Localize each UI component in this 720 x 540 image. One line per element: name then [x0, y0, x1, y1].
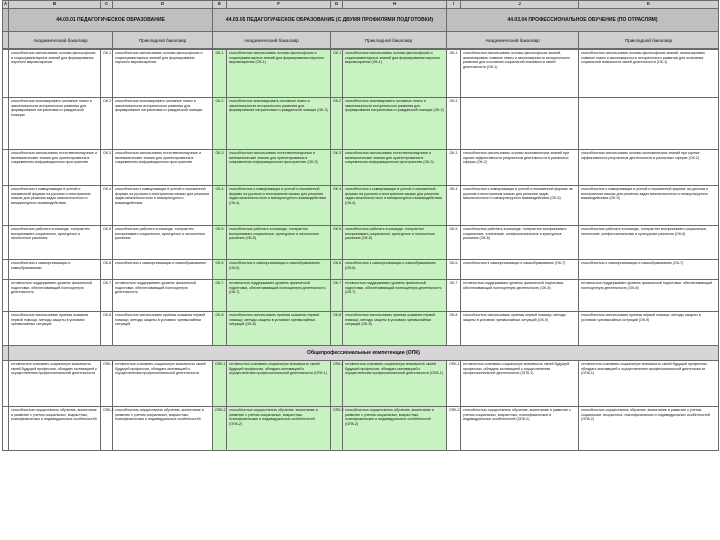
code-cell[interactable]: ОПК-1 [447, 361, 461, 407]
column-letter[interactable]: E [213, 1, 227, 9]
program-header: 44.03.01 ПЕДАГОГИЧЕСКОЕ ОБРАЗОВАНИЕ [9, 9, 213, 32]
code-cell[interactable]: ОК-4 [447, 186, 461, 226]
competency-cell[interactable]: способностью работать в команде, толерантно воспринимать социальные, этнические, конфессиональные и культурные различия (ОК-6) [579, 226, 719, 260]
competency-cell[interactable]: способностью осуществлять обучение, воспитание и развитие с учетом социальных, возрастных, психофизических и индивидуальных особенностей (ОПК-2) [579, 407, 719, 451]
code-cell[interactable]: ОК-1 [213, 50, 227, 98]
competency-cell[interactable]: способностью работать в команде, толерантно воспринимать социальные, этнические, конфессиональные и культурные различия (ОК-6) [461, 226, 579, 260]
competency-cell[interactable]: способностью использовать основы экономических знаний при оценке эффективности результатов деятельности в различных сферах (ОК-2) [461, 150, 579, 186]
code-cell[interactable]: ОПК-1 [331, 361, 343, 407]
competency-cell[interactable]: способностью к самоорганизации и самообразованию (ОК-6) [343, 260, 447, 280]
code-cell[interactable]: ОК-3 [331, 150, 343, 186]
competency-cell[interactable]: способностью работать в команде, толерантно воспринимать социальные, культурные и личностные различия (ОК-5) [227, 226, 331, 260]
code-cell[interactable]: ОК-6 [447, 260, 461, 280]
competency-cell[interactable]: способностью использовать естественнонаучные и математические знания для ориентирования в современном информационном пространстве (ОК-3) [227, 150, 331, 186]
competency-cell[interactable]: способностью осуществлять обучение, воспитание и развитие с учетом социальных, возрастных, психофизических и индивидуальных особенностей (ОПК-2) [227, 407, 331, 451]
table-row [3, 407, 719, 451]
spreadsheet [2, 0, 718, 540]
competency-cell[interactable]: способностью использовать основы философских знаний, анализировать главные этапы и закономерности исторического развития для осознания социальной значимости своей деятельности (ОК-1) [579, 50, 719, 98]
code-cell[interactable]: ОК-4 [331, 186, 343, 226]
competency-cell[interactable]: готовностью сознавать социальную значимость своей будущей профессии, обладать мотивацией к осуществлению профессиональной деятельности (ОПК-1) [579, 361, 719, 407]
code-cell[interactable]: ОК-8 [101, 312, 113, 346]
competency-cell[interactable]: способностью использовать приемы оказания первой помощи, методы защиты в условиях чрезвычайных ситуаций [9, 312, 101, 346]
program-header: 44.03.05 ПЕДАГОГИЧЕСКОЕ ОБРАЗОВАНИЕ (С ДВУМЯ ПРОФИЛЯМИ ПОДГОТОВКИ) [213, 9, 447, 32]
table-row [3, 98, 719, 150]
table-row [3, 186, 719, 226]
competency-cell[interactable]: способностью к коммуникации в устной и письменной формах на русском и иностранном языках для решения задач межличностного и межкультурного взаимодействия [9, 186, 101, 226]
competency-cell[interactable]: способностью анализировать основные этапы и закономерности исторического развития для формирования патриотизма и гражданской позиции (ОК-2) [227, 98, 331, 150]
degree-header: Прикладной бакалавр [331, 32, 447, 49]
degree-header: Прикладной бакалавр [113, 32, 213, 49]
code-cell[interactable]: ОК-7 [447, 280, 461, 312]
competency-cell[interactable]: готовностью сознавать социальную значимость своей будущей профессии, обладать мотивацией к осуществлению профессиональной деятельности (ОПК-1) [227, 361, 331, 407]
competency-cell[interactable]: способностью к самоорганизации и самообразованию (ОК-7) [461, 260, 579, 280]
competency-cell[interactable]: способностью к коммуникации в устной и письменной формах на русском и иностранном языках для решения задач межличностного и межкультурного взаимодействия (ОК-5) [461, 186, 579, 226]
program-header: 44.03.04 ПРОФЕССИОНАЛЬНОЕ ОБУЧЕНИЕ (ПО ОТРАСЛЯМ) [447, 9, 719, 32]
code-cell[interactable]: ОПК-2 [213, 407, 227, 451]
column-letter[interactable]: J [461, 1, 579, 9]
code-cell[interactable]: ОПК-2 [447, 407, 461, 451]
competency-cell[interactable]: способностью осуществлять обучение, воспитание и развитие с учетом социальных, возрастных, психофизических и индивидуальных особенностей (ОПК-2) [343, 407, 447, 451]
code-cell[interactable]: ОПК-1 [213, 361, 227, 407]
competency-cell[interactable]: способностью к самоорганизации и самообразованию (ОК-7) [579, 260, 719, 280]
column-letter[interactable]: A [3, 1, 9, 9]
competency-cell[interactable]: готовностью поддерживать уровень физической подготовки, обеспечивающий полноценную деятельность (ОК-8) [579, 280, 719, 312]
code-cell[interactable]: ОК-2 [447, 98, 461, 150]
code-cell[interactable]: ОК-3 [447, 150, 461, 186]
code-cell[interactable]: ОПК-2 [331, 407, 343, 451]
competency-cell[interactable]: способностью к коммуникации в устной и письменной формах на русском и иностранном языках для решения задач межличностного и межкультурного взаимодействия [113, 186, 213, 226]
table-row [3, 226, 719, 260]
degree-header: Прикладной бакалавр [579, 32, 719, 49]
competency-cell[interactable]: способностью анализировать основные этапы и закономерности исторического развития для формирования патриотизма и гражданской позиции [9, 98, 101, 150]
code-cell[interactable]: ОК-7 [331, 280, 343, 312]
competency-cell[interactable]: способностью использовать приемы оказания первой помощи, методы защиты в условиях чрезвычайных ситуаций [113, 312, 213, 346]
code-cell[interactable]: ОК-5 [447, 226, 461, 260]
table-row [3, 312, 719, 346]
competency-cell[interactable]: готовностью сознавать социальную значимость своей будущей профессии, обладать мотивацией к осуществлению профессиональной деятельности (ОПК-1) [461, 361, 579, 407]
competency-cell[interactable]: способностью использовать основы философских и социогуманитарных знаний для формирования научного мировоззрения (ОК-1) [343, 50, 447, 98]
code-cell[interactable]: ОК-3 [101, 150, 113, 186]
competency-cell[interactable]: способностью к самоорганизации и самообразованию [113, 260, 213, 280]
competency-cell[interactable]: способностью к самоорганизации и самообразованию [9, 260, 101, 280]
column-letter[interactable]: D [113, 1, 213, 9]
code-cell[interactable]: ОК-8 [447, 312, 461, 346]
program-header-row [3, 9, 719, 32]
competency-cell[interactable]: готовностью поддерживать уровень физической подготовки, обеспечивающий полноценную деятельность [113, 280, 213, 312]
code-cell[interactable]: ОК-5 [331, 226, 343, 260]
code-cell[interactable]: ОПК-2 [101, 407, 113, 451]
competency-cell[interactable]: способностью к коммуникации в устной и письменной формах на русском и иностранном языках для решения задач межличностного и межкультурного взаимодействия (ОК-5) [579, 186, 719, 226]
section-header-row [3, 346, 719, 361]
competency-cell[interactable]: способностью использовать основы философских и социогуманитарных знаний для формирования научного мировоззрения [9, 50, 101, 98]
degree-header-row [3, 32, 719, 49]
column-letter[interactable]: G [331, 1, 343, 9]
competency-cell[interactable] [461, 98, 579, 150]
column-letter[interactable]: H [343, 1, 447, 9]
degree-header: Академический бакалавр [9, 32, 113, 49]
code-cell[interactable]: ОК-1 [101, 50, 113, 98]
competency-cell[interactable] [579, 98, 719, 150]
code-cell[interactable]: ОК-5 [101, 226, 113, 260]
column-letter[interactable]: C [101, 1, 113, 9]
competency-cell[interactable]: способностью анализировать основные этапы и закономерности исторического развития для формирования патриотизма и гражданской позиции [113, 98, 213, 150]
competency-cell[interactable]: способностью работать в команде, толерантно воспринимать социальные, культурные и личностные различия (ОК-5) [343, 226, 447, 260]
competency-cell[interactable]: готовностью сознавать социальную значимость своей будущей профессии, обладать мотивацией к осуществлению профессиональной деятельности [9, 361, 101, 407]
competency-cell[interactable]: способностью использовать приемы оказания первой помощи, методы защиты в условиях чрезвычайных ситуаций (ОК-8) [343, 312, 447, 346]
competency-cell[interactable]: готовностью поддерживать уровень физической подготовки, обеспечивающий полноценную деятельность [9, 280, 101, 312]
competency-cell[interactable]: способностью осуществлять обучение, воспитание и развитие с учетом социальных, возрастных, психофизических и индивидуальных особенностей (ОПК-2) [461, 407, 579, 451]
code-cell[interactable]: ОК-5 [213, 226, 227, 260]
code-cell[interactable]: ОК-8 [213, 312, 227, 346]
competency-cell[interactable]: способностью использовать естественнонаучные и математические знания для ориентирования в современном информационном пространстве [9, 150, 101, 186]
competency-cell[interactable]: готовностью сознавать социальную значимость своей будущей профессии, обладать мотивацией к осуществлению профессиональной деятельности (ОПК-1) [343, 361, 447, 407]
competency-cell[interactable]: способностью к коммуникации в устной и письменной формах на русском и иностранном языках для решения задач межличностного и межкультурного взаимодействия (ОК-4) [227, 186, 331, 226]
table-row [3, 361, 719, 407]
competency-cell[interactable]: готовностью сознавать социальную значимость своей будущей профессии, обладать мотивацией к осуществлению профессиональной деятельности [113, 361, 213, 407]
table-row [3, 50, 719, 98]
competency-cell[interactable]: способностью использовать приемы первой помощи, методы защиты в условиях чрезвычайных ситуаций (ОК-9) [579, 312, 719, 346]
competency-cell[interactable]: готовностью поддерживать уровень физической подготовки, обеспечивающий полноценную деятельность (ОК-7) [227, 280, 331, 312]
table-row [3, 150, 719, 186]
code-cell[interactable]: ОК-1 [447, 50, 461, 98]
competency-cell[interactable]: способностью работать в команде, толерантно воспринимать социальные, культурные и личностные различия [113, 226, 213, 260]
competency-cell[interactable]: способностью осуществлять обучение, воспитание и развитие с учетом социальных, возрастных, психофизических и индивидуальных особенностей [9, 407, 101, 451]
code-cell[interactable]: ОК-7 [213, 280, 227, 312]
code-cell[interactable]: ОК-4 [213, 186, 227, 226]
column-letter[interactable]: F [227, 1, 331, 9]
code-cell[interactable]: ОК-3 [213, 150, 227, 186]
competency-cell[interactable]: способностью к коммуникации в устной и письменной формах на русском и иностранном языках для решения задач межличностного и межкультурного взаимодействия (ОК-4) [343, 186, 447, 226]
column-header-row [3, 1, 719, 9]
competency-cell[interactable]: готовностью поддерживать уровень физической подготовки, обеспечивающий полноценную деятельность (ОК-8) [461, 280, 579, 312]
competency-cell[interactable]: способностью использовать основы философских и социогуманитарных знаний для формирования научного мировоззрения [113, 50, 213, 98]
competency-cell[interactable]: способностью к самоорганизации и самообразованию (ОК-6) [227, 260, 331, 280]
competency-table [2, 0, 719, 49]
column-letter[interactable]: I [447, 1, 461, 9]
section-header: Общепрофессиональные компетенции (ОПК) [9, 346, 719, 361]
code-cell[interactable]: ОК-2 [101, 98, 113, 150]
table-row [3, 280, 719, 312]
code-cell[interactable]: ОК-2 [331, 98, 343, 150]
code-cell[interactable]: ОК-6 [213, 260, 227, 280]
degree-header: Академический бакалавр [213, 32, 331, 49]
column-letter[interactable]: K [579, 1, 719, 9]
code-cell[interactable]: ОК-7 [101, 280, 113, 312]
code-cell[interactable]: ОК-1 [331, 50, 343, 98]
competency-cell[interactable]: способностью использовать естественнонаучные и математические знания для ориентирования в современном информационном пространстве [113, 150, 213, 186]
code-cell[interactable]: ОК-4 [101, 186, 113, 226]
code-cell[interactable]: ОК-6 [331, 260, 343, 280]
code-cell[interactable]: ОПК-1 [101, 361, 113, 407]
competency-cell[interactable]: способностью использовать основы философских знаний, анализировать главные этапы и закономерности исторического развития для осознания социальной значимости своей деятельности (ОК-1) [461, 50, 579, 98]
code-cell[interactable]: ОК-6 [101, 260, 113, 280]
competency-cell[interactable]: способностью использовать основы экономических знаний при оценке эффективности результатов деятельности в различных сферах (ОК-2) [579, 150, 719, 186]
competency-cell[interactable]: способностью использовать приемы первой помощи, методы защиты в условиях чрезвычайных ситуаций (ОК-9) [461, 312, 579, 346]
competency-cell[interactable]: готовностью поддерживать уровень физической подготовки, обеспечивающий полноценную деятельность (ОК-7) [343, 280, 447, 312]
table-row [3, 260, 719, 280]
competency-cell[interactable]: способностью анализировать основные этапы и закономерности исторического развития для формирования патриотизма и гражданской позиции (ОК-2) [343, 98, 447, 150]
competency-cell[interactable]: способностью работать в команде, толерантно воспринимать социальные, культурные и личностные различия [9, 226, 101, 260]
competency-cell[interactable]: способностью использовать основы философских и социогуманитарных знаний для формирования научного мировоззрения (ОК-1) [227, 50, 331, 98]
column-letter[interactable]: B [9, 1, 101, 9]
competency-cell[interactable]: способностью использовать приемы оказания первой помощи, методы защиты в условиях чрезвычайных ситуаций (ОК-8) [227, 312, 331, 346]
competency-cell[interactable]: способностью использовать естественнонаучные и математические знания для ориентирования в современном информационном пространстве (ОК-3) [343, 150, 447, 186]
degree-header: Академический бакалавр [447, 32, 579, 49]
competency-body [2, 49, 719, 451]
competency-cell[interactable]: способностью осуществлять обучение, воспитание и развитие с учетом социальных, возрастных, психофизических и индивидуальных особенностей [113, 407, 213, 451]
code-cell[interactable]: ОК-2 [213, 98, 227, 150]
code-cell[interactable]: ОК-8 [331, 312, 343, 346]
